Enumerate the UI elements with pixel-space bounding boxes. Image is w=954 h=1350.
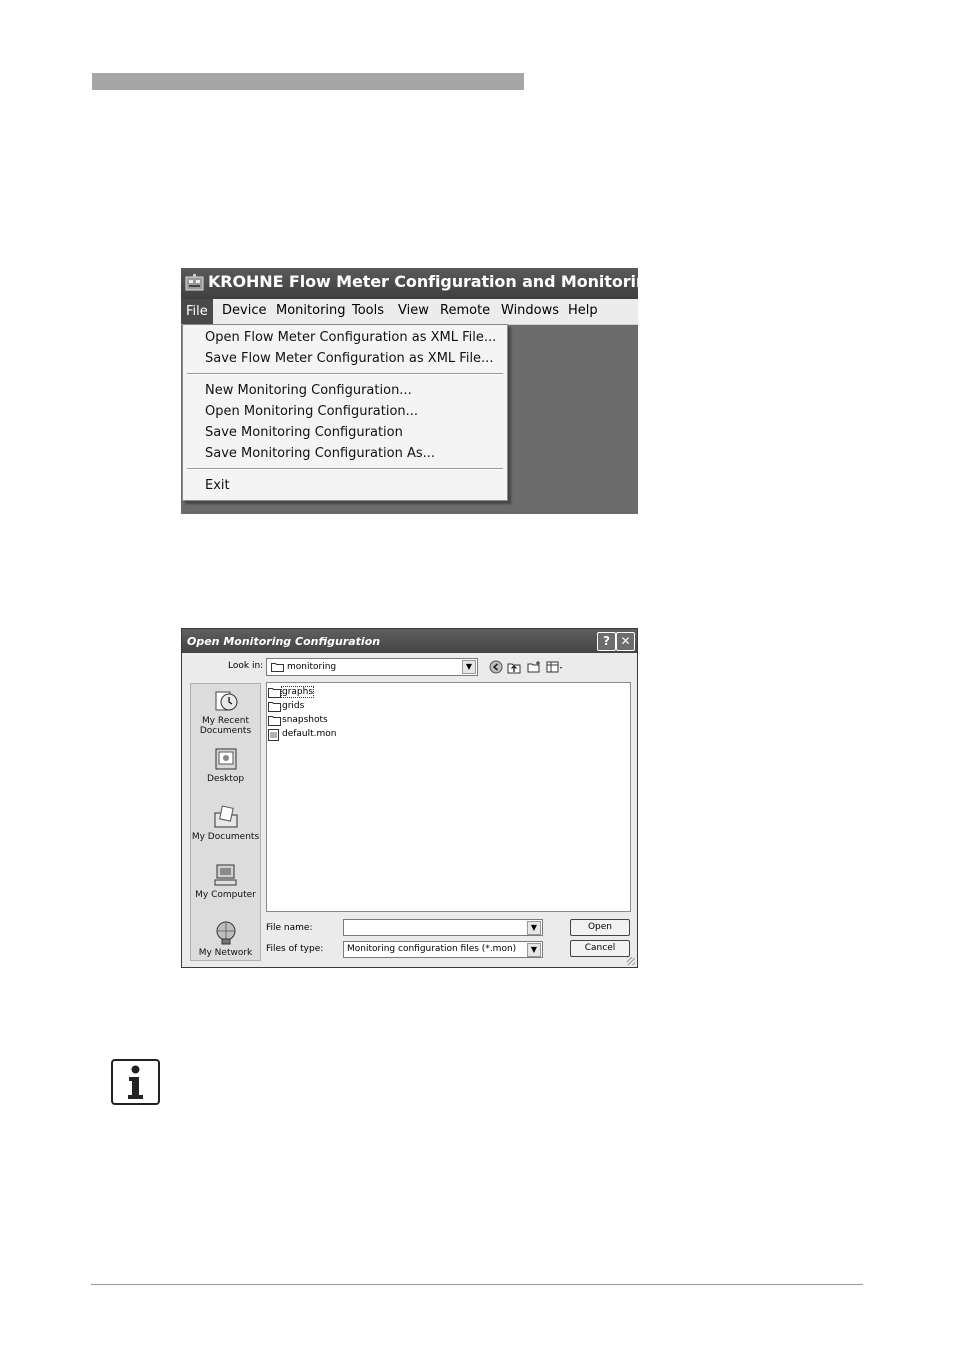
app-window	[181, 268, 700, 514]
chevron-down-icon[interactable]: ▼	[527, 921, 541, 935]
file-list[interactable]: graphs grids snapshots default.mon	[266, 682, 631, 912]
menu-item-new-monitoring[interactable]: New Monitoring Configuration...	[205, 383, 412, 398]
menu-file[interactable]: File	[181, 299, 213, 324]
menu-item-open-monitoring[interactable]: Open Monitoring Configuration...	[205, 404, 419, 419]
up-folder-icon[interactable]	[507, 660, 521, 674]
menu-item-save-xml[interactable]: Save Flow Meter Configuration as XML File...	[205, 351, 494, 366]
folder-icon	[268, 715, 281, 726]
app-title: KROHNE Flow Meter Configuration and Monitoring Tool	[208, 272, 700, 291]
menu-bar	[181, 299, 638, 325]
help-button[interactable]: ?	[597, 632, 616, 651]
menu-separator	[187, 468, 503, 470]
places-bar	[190, 683, 261, 961]
file-name-input[interactable]	[343, 919, 543, 936]
menu-help[interactable]: Help	[568, 303, 598, 318]
back-icon[interactable]	[489, 660, 503, 674]
menu-tools[interactable]: Tools	[352, 303, 385, 318]
cancel-button[interactable]: Cancel	[570, 940, 630, 957]
folder-icon	[268, 701, 281, 712]
app-title-bar	[181, 268, 700, 299]
menu-view[interactable]: View	[398, 303, 429, 318]
dialog-title: Open Monitoring Configuration	[187, 635, 381, 648]
menu-item-open-xml[interactable]: Open Flow Meter Configuration as XML File...	[205, 330, 497, 345]
close-button[interactable]: ✕	[616, 632, 635, 651]
menu-windows[interactable]: Windows	[501, 303, 560, 318]
look-in-dropdown[interactable]	[266, 658, 478, 676]
footer-divider	[91, 1284, 863, 1285]
menu-separator	[187, 373, 503, 375]
desktop-icon	[213, 746, 239, 772]
file-name-label: File name:	[266, 923, 313, 933]
my-documents-icon	[213, 804, 239, 830]
folder-icon	[271, 662, 284, 672]
open-dialog	[181, 628, 638, 968]
dialog-title-bar	[182, 629, 637, 653]
menu-item-save-monitoring[interactable]: Save Monitoring Configuration	[205, 425, 403, 440]
app-icon	[185, 274, 204, 292]
menu-item-save-monitoring-as[interactable]: Save Monitoring Configuration As...	[205, 446, 436, 461]
view-menu-icon[interactable]	[546, 660, 564, 674]
files-of-type-label: Files of type:	[266, 944, 324, 954]
recent-documents-icon	[213, 688, 239, 714]
menu-item-exit[interactable]: Exit	[205, 478, 230, 493]
menu-monitoring[interactable]: Monitoring	[276, 303, 346, 318]
open-button[interactable]: Open	[570, 919, 630, 936]
file-menu-dropdown	[182, 324, 508, 501]
folder-icon	[268, 687, 281, 698]
place-my-recent-documents[interactable]: My Recent Documents	[191, 688, 260, 736]
file-icon	[268, 729, 280, 741]
chevron-down-icon[interactable]: ▼	[462, 660, 476, 674]
files-of-type-select[interactable]	[343, 941, 543, 958]
menu-device[interactable]: Device	[222, 303, 267, 318]
files-of-type-value: Monitoring configuration files (*.mon)	[347, 944, 517, 954]
look-in-value: monitoring	[287, 662, 337, 672]
place-desktop[interactable]: Desktop	[191, 746, 260, 784]
resize-grip[interactable]	[627, 957, 635, 965]
menu-remote[interactable]: Remote	[440, 303, 491, 318]
place-my-documents[interactable]: My Documents	[191, 804, 260, 842]
new-folder-icon[interactable]	[527, 660, 541, 674]
look-in-label: Look in:	[228, 661, 264, 671]
my-network-icon	[213, 920, 239, 946]
info-icon	[111, 1059, 160, 1105]
place-my-computer[interactable]: My Computer	[191, 862, 260, 900]
place-my-network[interactable]: My Network	[191, 920, 260, 958]
section-header-bar	[92, 73, 524, 90]
chevron-down-icon[interactable]: ▼	[527, 943, 541, 957]
my-computer-icon	[213, 862, 239, 888]
